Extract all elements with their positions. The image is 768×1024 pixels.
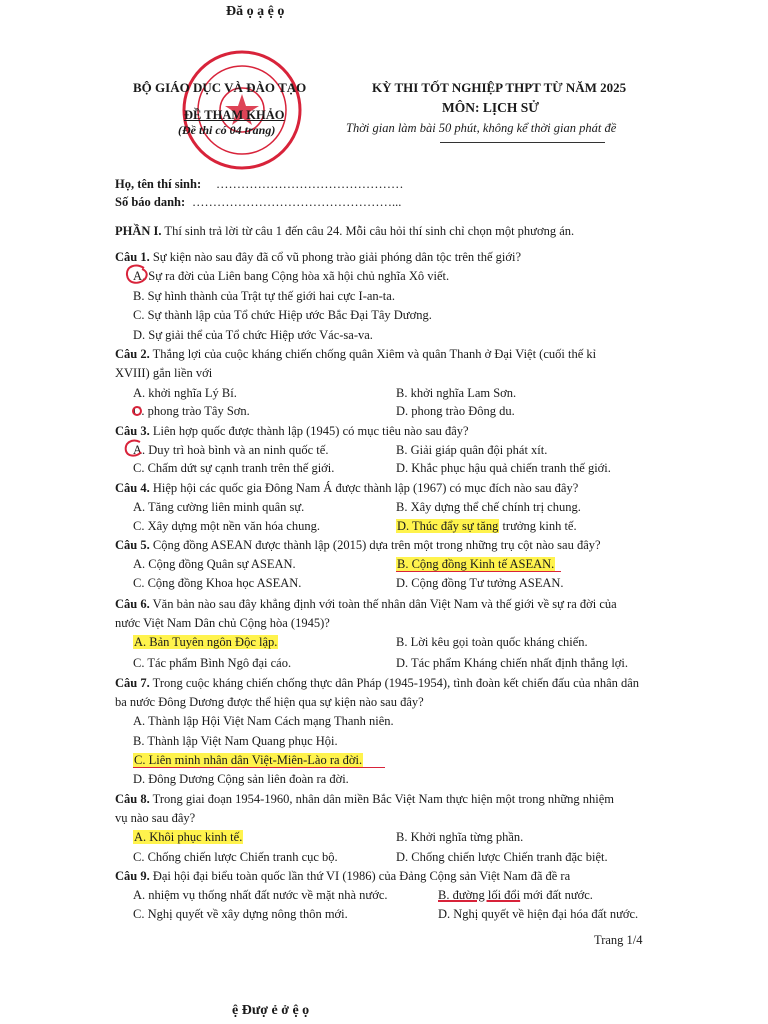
candidate-name-label: Họ, tên thí sinh:: [115, 177, 202, 191]
q7-option-d: D. Đông Dương Cộng sản liên đoàn ra đời.: [133, 772, 349, 786]
q2-option-a: A. khởi nghĩa Lý Bí.: [133, 386, 237, 400]
q8-option-d: D. Chống chiến lược Chiến tranh đặc biệt.: [396, 850, 608, 864]
q6-option-c: C. Tác phẩm Bình Ngô đại cáo.: [133, 656, 292, 670]
q5-label: Câu 5.: [115, 538, 150, 552]
q1-option-d: D. Sự giải thể của Tổ chức Hiệp ước Vác-sa-va.: [133, 328, 373, 342]
red-circle-mark-q1: [122, 262, 152, 288]
q4-stem: [115, 480, 578, 496]
q8-stem-line1: [115, 791, 614, 807]
q2-text: Thắng lợi của cuộc kháng chiến chống quân Xiêm và quân Thanh ở Đại Việt (cuối thế kỉ: [149, 347, 597, 361]
q8-option-a-highlight: A. Khôi phục kinh tế.: [134, 830, 243, 844]
red-dot-mark-q2: [130, 403, 144, 419]
q9-label: Câu 9.: [115, 869, 150, 883]
q3-option-a: A. Duy trì hoà bình và an ninh quốc tế.: [133, 443, 329, 457]
q7-option-c: [133, 752, 363, 768]
q6-stem-line1: [115, 596, 617, 612]
q8-text: Trong giai đoạn 1954-1960, nhân dân miền Bắc Việt Nam thực hiện một trong những nhiệm: [149, 792, 614, 806]
q9-text: Đại hội đại biểu toàn quốc lần thứ VI (1986) của Đảng Cộng sản Việt Nam đã đề ra: [149, 869, 571, 883]
q2-label: Câu 2.: [115, 347, 150, 361]
q4-option-d-rest: trưởng kinh tế.: [499, 519, 577, 533]
q1-option-a: A. Sự ra đời của Liên bang Cộng hòa xã hội chủ nghĩa Xô viết.: [133, 269, 450, 283]
q9-option-d: D. Nghị quyết về hiện đại hóa đất nước.: [438, 907, 639, 921]
exam-type: ĐỀ THAM KHẢO: [184, 108, 285, 122]
q2-stem-line1: [115, 346, 596, 362]
ministry-name: BỘ GIÁO DỤC VÀ ĐÀO TẠO: [133, 80, 307, 95]
time-note: Thời gian làm bài 50 phút, không kể thời gian phát đề: [346, 121, 617, 135]
subject-title: MÔN: LỊCH SỬ: [442, 100, 539, 115]
title-underline: [440, 142, 605, 143]
q1-stem: [115, 249, 521, 265]
pages-note: (Đề thi có 04 trang): [178, 123, 276, 137]
page-number: Trang 1/4: [594, 933, 643, 947]
q6-option-b: B. Lời kêu gọi toàn quốc kháng chiến.: [396, 635, 588, 649]
part1-text: Thí sinh trả lời từ câu 1 đến câu 24. Mỗi câu hỏi thí sinh chỉ chọn một phương án.: [161, 224, 575, 238]
q6-text: Văn bản nào sau đây khẳng định với toàn thế nhân dân Việt Nam và thế giới về sự ra đời của: [149, 597, 617, 611]
q1-label: Câu 1.: [115, 250, 150, 264]
q5-option-a: A. Cộng đồng Quân sự ASEAN.: [133, 557, 296, 571]
q2-option-c: C. phong trào Tây Sơn.: [133, 404, 250, 418]
q9-option-c: C. Nghị quyết về xây dựng nông thôn mới.: [133, 907, 348, 921]
q7-stem-line1: [115, 675, 639, 691]
q9-option-b-underlined: B. đường lối đổi: [438, 888, 521, 902]
q2-option-d: D. phong trào Đông du.: [396, 404, 515, 418]
q2-stem-line2: XVIII) gắn liền với: [115, 366, 213, 380]
q4-option-a: A. Tăng cường liên minh quân sự.: [133, 500, 305, 514]
q9-stem: [115, 868, 570, 884]
candidate-id-label: Số báo danh:: [115, 195, 186, 209]
exam-title: KỲ THI TỐT NGHIỆP THPT TỪ NĂM 2025: [372, 80, 627, 95]
q3-option-c: C. Chấm dứt sự cạnh tranh trên thế giới.: [133, 461, 335, 475]
q6-option-d: D. Tác phẩm Kháng chiến nhất định thắng lợi.: [396, 656, 629, 670]
q6-option-a-highlight: A. Bản Tuyên ngôn Độc lập.: [134, 635, 278, 649]
q5-option-d: D. Cộng đồng Tư tưởng ASEAN.: [396, 576, 564, 590]
q1-text: Sự kiện nào sau đây đã cổ vũ phong trào giải phóng dân tộc trên thế giới?: [149, 250, 522, 264]
q4-text: Hiệp hội các quốc gia Đông Nam Á được thành lập (1967) có mục đích nào sau đây?: [149, 481, 579, 495]
q6-stem-line2: nước Việt Nam Dân chủ Cộng hòa (1945)?: [115, 616, 330, 630]
red-underline-q5: [396, 571, 561, 572]
q2-option-b: B. khởi nghĩa Lam Sơn.: [396, 386, 517, 400]
q5-option-b: [396, 556, 555, 572]
q1-option-b: B. Sự hình thành của Trật tự thế giới hai cực I-an-ta.: [133, 289, 395, 303]
part1-label: PHẦN I.: [115, 224, 162, 238]
q3-stem: [115, 423, 469, 439]
q5-option-c: C. Cộng đồng Khoa học ASEAN.: [133, 576, 302, 590]
q4-option-d: [396, 518, 577, 534]
q9-option-a: A. nhiệm vụ thống nhất đất nước về mặt nhà nước.: [133, 888, 388, 902]
q3-option-d: D. Khắc phục hậu quả chiến tranh thế giới.: [396, 461, 611, 475]
q1-option-c: C. Sự thành lập của Tổ chức Hiệp ước Bắc Đại Tây Dương.: [133, 308, 432, 322]
q3-option-b: B. Giải giáp quân đội phát xít.: [396, 443, 548, 457]
q5-option-b-highlight: B. Cộng đồng Kinh tế ASEAN.: [397, 557, 555, 571]
q6-option-a: [133, 634, 278, 650]
q4-option-b: B. Xây dựng thể chế chính trị chung.: [396, 500, 581, 514]
q7-option-b: B. Thành lập Việt Nam Quang phục Hội.: [133, 734, 338, 748]
q7-text: Trong cuộc kháng chiến chống thực dân Pháp (1945-1954), tình đoàn kết chiến đấu của nhân dân: [149, 676, 640, 690]
q3-text: Liên hợp quốc được thành lập (1945) có mục tiêu nào sau đây?: [149, 424, 469, 438]
q4-option-c: C. Xây dựng một nền văn hóa chung.: [133, 519, 320, 533]
q4-label: Câu 4.: [115, 481, 150, 495]
q8-option-c: C. Chống chiến lược Chiến tranh cục bộ.: [133, 850, 338, 864]
q7-option-a: A. Thành lập Hội Việt Nam Cách mạng Thanh niên.: [133, 714, 394, 728]
q7-option-c-highlight: C. Liên minh nhân dân Việt-Miên-Lào ra đời.: [134, 753, 363, 767]
q7-label: Câu 7.: [115, 676, 150, 690]
q6-label: Câu 6.: [115, 597, 150, 611]
q8-option-a: [133, 829, 243, 845]
red-circle-mark-q3: [120, 437, 150, 461]
part1-instruction: [115, 223, 574, 239]
q8-label: Câu 8.: [115, 792, 150, 806]
page-top-header: Đă ọ ạ ệ ọ: [226, 4, 285, 19]
candidate-name-dots: ………………………………………: [216, 177, 404, 191]
candidate-id-dots: …………………………………………...: [192, 195, 402, 209]
q8-stem-line2: vụ nào sau đây?: [115, 811, 196, 825]
red-underline-q7: [133, 767, 385, 768]
q9-option-b-rest: mới đất nước.: [520, 888, 593, 902]
q7-stem-line2: ba nước Đông Dương được thể hiện qua sự kiện nào sau đây?: [115, 695, 424, 709]
q5-stem: [115, 537, 601, 553]
q3-label: Câu 3.: [115, 424, 150, 438]
q4-option-d-highlight: D. Thúc đẩy sự tăng: [397, 519, 499, 533]
page-bottom-footer: ệ Đượ ẻ ở ệ ọ: [232, 1003, 310, 1018]
q8-option-b: B. Khởi nghĩa từng phần.: [396, 830, 524, 844]
q5-text: Cộng đồng ASEAN được thành lập (2015) dựa trên một trong những trụ cột nào sau đây?: [149, 538, 601, 552]
q9-option-b: [438, 887, 593, 903]
